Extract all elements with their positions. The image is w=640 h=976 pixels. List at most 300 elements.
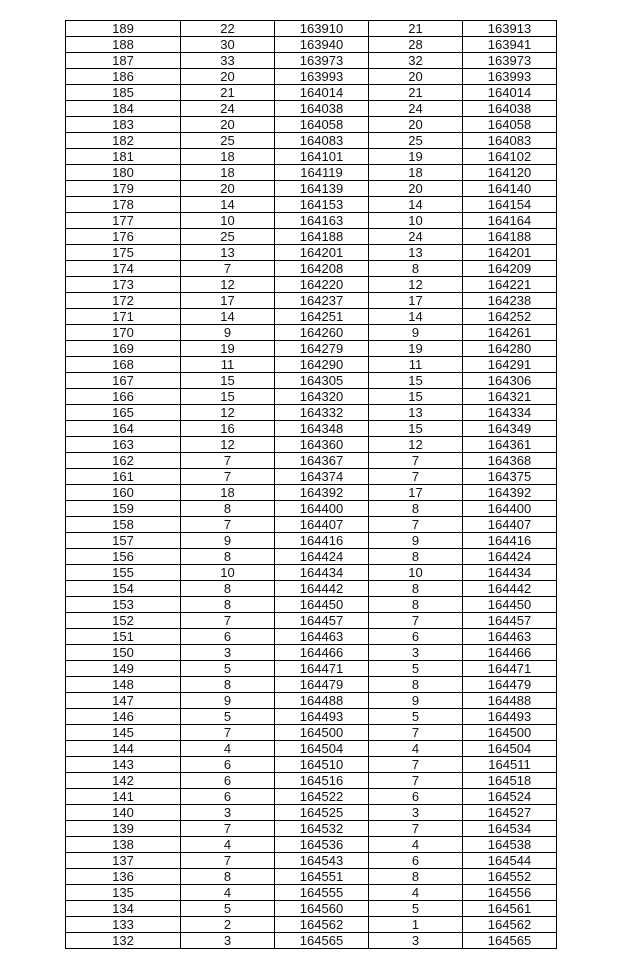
score-cell: 186 — [66, 69, 181, 85]
table-row — [66, 917, 557, 933]
count-cell-b: 21 — [369, 21, 463, 37]
count-cell-b: 28 — [369, 37, 463, 53]
cumulative-cell: 164101 — [275, 149, 369, 165]
cumulative-cell: 164565 — [275, 933, 369, 949]
count-cell-b: 5 — [369, 661, 463, 677]
score-cell: 132 — [66, 933, 181, 949]
count-cell-b: 7 — [369, 517, 463, 533]
table-row — [66, 261, 557, 277]
count-cell: 8 — [181, 677, 275, 693]
cumulative-cell-b: 164321 — [463, 389, 557, 405]
count-cell: 6 — [181, 629, 275, 645]
score-cell: 181 — [66, 149, 181, 165]
count-cell: 6 — [181, 773, 275, 789]
cumulative-cell: 164332 — [275, 405, 369, 421]
score-cell: 133 — [66, 917, 181, 933]
score-cell: 164 — [66, 421, 181, 437]
cumulative-cell: 164510 — [275, 757, 369, 773]
cumulative-cell: 164471 — [275, 661, 369, 677]
count-cell: 4 — [181, 837, 275, 853]
cumulative-cell-b: 163913 — [463, 21, 557, 37]
count-cell: 18 — [181, 485, 275, 501]
table-row — [66, 645, 557, 661]
cumulative-cell-b: 164291 — [463, 357, 557, 373]
count-cell: 20 — [181, 117, 275, 133]
cumulative-cell: 164424 — [275, 549, 369, 565]
count-cell: 10 — [181, 565, 275, 581]
count-cell: 9 — [181, 325, 275, 341]
count-cell-b: 19 — [369, 341, 463, 357]
score-cell: 160 — [66, 485, 181, 501]
table-row — [66, 869, 557, 885]
count-cell-b: 7 — [369, 453, 463, 469]
count-cell: 8 — [181, 597, 275, 613]
score-cell: 159 — [66, 501, 181, 517]
cumulative-cell: 164360 — [275, 437, 369, 453]
count-cell-b: 7 — [369, 725, 463, 741]
count-cell: 16 — [181, 421, 275, 437]
cumulative-cell: 164119 — [275, 165, 369, 181]
cumulative-cell: 164139 — [275, 181, 369, 197]
count-cell-b: 7 — [369, 757, 463, 773]
table-row — [66, 277, 557, 293]
cumulative-cell-b: 164534 — [463, 821, 557, 837]
cumulative-cell: 164208 — [275, 261, 369, 277]
table-row — [66, 389, 557, 405]
cumulative-cell-b: 164221 — [463, 277, 557, 293]
cumulative-cell-b: 164238 — [463, 293, 557, 309]
cumulative-cell: 164555 — [275, 885, 369, 901]
cumulative-cell-b: 164562 — [463, 917, 557, 933]
table-row — [66, 789, 557, 805]
score-cell: 167 — [66, 373, 181, 389]
table-row — [66, 853, 557, 869]
table-row — [66, 37, 557, 53]
count-cell: 8 — [181, 869, 275, 885]
table-row — [66, 357, 557, 373]
count-cell-b: 20 — [369, 117, 463, 133]
count-cell: 20 — [181, 69, 275, 85]
score-cell: 174 — [66, 261, 181, 277]
count-cell-b: 12 — [369, 437, 463, 453]
count-cell: 10 — [181, 213, 275, 229]
cumulative-cell-b: 164102 — [463, 149, 557, 165]
cumulative-cell: 164400 — [275, 501, 369, 517]
score-cell: 156 — [66, 549, 181, 565]
count-cell: 15 — [181, 389, 275, 405]
cumulative-cell: 164290 — [275, 357, 369, 373]
count-cell: 7 — [181, 821, 275, 837]
score-cell: 154 — [66, 581, 181, 597]
cumulative-cell: 164551 — [275, 869, 369, 885]
count-cell: 30 — [181, 37, 275, 53]
table-row — [66, 757, 557, 773]
cumulative-cell: 164434 — [275, 565, 369, 581]
cumulative-cell-b: 164368 — [463, 453, 557, 469]
count-cell: 25 — [181, 229, 275, 245]
score-cell: 139 — [66, 821, 181, 837]
cumulative-cell-b: 164154 — [463, 197, 557, 213]
count-cell: 7 — [181, 517, 275, 533]
table-row — [66, 773, 557, 789]
score-cell: 157 — [66, 533, 181, 549]
count-cell-b: 7 — [369, 773, 463, 789]
cumulative-cell: 164463 — [275, 629, 369, 645]
score-cell: 149 — [66, 661, 181, 677]
score-cell: 138 — [66, 837, 181, 853]
score-cell: 136 — [66, 869, 181, 885]
cumulative-cell: 164083 — [275, 133, 369, 149]
cumulative-cell-b: 164392 — [463, 485, 557, 501]
cumulative-cell: 164536 — [275, 837, 369, 853]
table-row — [66, 373, 557, 389]
score-cell: 144 — [66, 741, 181, 757]
table-row — [66, 341, 557, 357]
score-table-body — [66, 21, 557, 949]
table-row — [66, 437, 557, 453]
table-row — [66, 181, 557, 197]
table-row — [66, 245, 557, 261]
table-row — [66, 405, 557, 421]
table-row — [66, 549, 557, 565]
count-cell-b: 9 — [369, 325, 463, 341]
score-cell: 175 — [66, 245, 181, 261]
cumulative-cell-b: 164457 — [463, 613, 557, 629]
count-cell-b: 17 — [369, 293, 463, 309]
count-cell-b: 8 — [369, 581, 463, 597]
cumulative-cell-b: 164201 — [463, 245, 557, 261]
table-row — [66, 101, 557, 117]
count-cell: 7 — [181, 469, 275, 485]
cumulative-cell: 164279 — [275, 341, 369, 357]
count-cell: 8 — [181, 549, 275, 565]
count-cell-b: 10 — [369, 565, 463, 581]
score-cell: 142 — [66, 773, 181, 789]
table-row — [66, 197, 557, 213]
cumulative-cell-b: 164400 — [463, 501, 557, 517]
count-cell-b: 4 — [369, 741, 463, 757]
cumulative-cell-b: 164518 — [463, 773, 557, 789]
cumulative-cell: 164038 — [275, 101, 369, 117]
cumulative-cell-b: 164463 — [463, 629, 557, 645]
cumulative-cell-b: 164434 — [463, 565, 557, 581]
count-cell: 14 — [181, 197, 275, 213]
count-cell: 7 — [181, 613, 275, 629]
table-row — [66, 837, 557, 853]
count-cell: 5 — [181, 901, 275, 917]
count-cell-b: 8 — [369, 501, 463, 517]
count-cell: 9 — [181, 533, 275, 549]
count-cell: 6 — [181, 757, 275, 773]
cumulative-cell-b: 164416 — [463, 533, 557, 549]
score-table — [65, 20, 557, 949]
cumulative-cell: 164407 — [275, 517, 369, 533]
cumulative-cell-b: 164466 — [463, 645, 557, 661]
table-row — [66, 149, 557, 165]
cumulative-cell-b: 164349 — [463, 421, 557, 437]
cumulative-cell-b: 163993 — [463, 69, 557, 85]
table-row — [66, 741, 557, 757]
cumulative-cell-b: 164361 — [463, 437, 557, 453]
count-cell: 9 — [181, 693, 275, 709]
cumulative-cell-b: 164334 — [463, 405, 557, 421]
table-row — [66, 21, 557, 37]
cumulative-cell: 164450 — [275, 597, 369, 613]
cumulative-cell-b: 164424 — [463, 549, 557, 565]
table-row — [66, 213, 557, 229]
table-row — [66, 613, 557, 629]
table-row — [66, 85, 557, 101]
count-cell-b: 24 — [369, 229, 463, 245]
count-cell: 2 — [181, 917, 275, 933]
table-row — [66, 485, 557, 501]
score-cell: 169 — [66, 341, 181, 357]
count-cell-b: 4 — [369, 837, 463, 853]
score-cell: 135 — [66, 885, 181, 901]
cumulative-cell-b: 164058 — [463, 117, 557, 133]
cumulative-cell: 164500 — [275, 725, 369, 741]
table-row — [66, 565, 557, 581]
table-row — [66, 933, 557, 949]
count-cell: 15 — [181, 373, 275, 389]
count-cell: 7 — [181, 261, 275, 277]
cumulative-cell-b: 164500 — [463, 725, 557, 741]
count-cell: 5 — [181, 709, 275, 725]
score-cell: 182 — [66, 133, 181, 149]
count-cell-b: 1 — [369, 917, 463, 933]
table-row — [66, 325, 557, 341]
count-cell: 7 — [181, 453, 275, 469]
count-cell-b: 14 — [369, 197, 463, 213]
score-cell: 137 — [66, 853, 181, 869]
table-row — [66, 821, 557, 837]
score-cell: 179 — [66, 181, 181, 197]
count-cell-b: 7 — [369, 613, 463, 629]
cumulative-cell: 164488 — [275, 693, 369, 709]
table-row — [66, 117, 557, 133]
count-cell-b: 3 — [369, 933, 463, 949]
cumulative-cell: 163993 — [275, 69, 369, 85]
cumulative-cell: 164504 — [275, 741, 369, 757]
table-row — [66, 69, 557, 85]
count-cell-b: 32 — [369, 53, 463, 69]
score-cell: 162 — [66, 453, 181, 469]
score-cell: 170 — [66, 325, 181, 341]
count-cell-b: 5 — [369, 709, 463, 725]
cumulative-cell: 164220 — [275, 277, 369, 293]
count-cell-b: 19 — [369, 149, 463, 165]
cumulative-cell-b: 163941 — [463, 37, 557, 53]
cumulative-cell-b: 164544 — [463, 853, 557, 869]
cumulative-cell-b: 164188 — [463, 229, 557, 245]
cumulative-cell: 164543 — [275, 853, 369, 869]
table-row — [66, 133, 557, 149]
cumulative-cell-b: 164280 — [463, 341, 557, 357]
count-cell: 18 — [181, 149, 275, 165]
table-row — [66, 309, 557, 325]
score-cell: 134 — [66, 901, 181, 917]
count-cell-b: 12 — [369, 277, 463, 293]
score-cell: 163 — [66, 437, 181, 453]
cumulative-cell-b: 164504 — [463, 741, 557, 757]
cumulative-cell: 164562 — [275, 917, 369, 933]
count-cell: 33 — [181, 53, 275, 69]
cumulative-cell-b: 164471 — [463, 661, 557, 677]
count-cell: 22 — [181, 21, 275, 37]
count-cell-b: 9 — [369, 693, 463, 709]
count-cell-b: 15 — [369, 421, 463, 437]
count-cell-b: 20 — [369, 181, 463, 197]
count-cell-b: 15 — [369, 389, 463, 405]
table-row — [66, 709, 557, 725]
count-cell-b: 17 — [369, 485, 463, 501]
cumulative-cell: 164516 — [275, 773, 369, 789]
count-cell: 5 — [181, 661, 275, 677]
cumulative-cell: 164058 — [275, 117, 369, 133]
cumulative-cell: 164532 — [275, 821, 369, 837]
cumulative-cell-b: 164450 — [463, 597, 557, 613]
count-cell: 20 — [181, 181, 275, 197]
table-row — [66, 677, 557, 693]
count-cell: 24 — [181, 101, 275, 117]
table-row — [66, 469, 557, 485]
cumulative-cell-b: 164488 — [463, 693, 557, 709]
count-cell-b: 4 — [369, 885, 463, 901]
count-cell-b: 14 — [369, 309, 463, 325]
cumulative-cell: 164479 — [275, 677, 369, 693]
score-cell: 188 — [66, 37, 181, 53]
count-cell: 4 — [181, 741, 275, 757]
score-cell: 147 — [66, 693, 181, 709]
cumulative-cell: 164251 — [275, 309, 369, 325]
cumulative-cell: 164525 — [275, 805, 369, 821]
count-cell-b: 5 — [369, 901, 463, 917]
score-cell: 152 — [66, 613, 181, 629]
cumulative-cell: 164416 — [275, 533, 369, 549]
count-cell: 3 — [181, 645, 275, 661]
count-cell: 3 — [181, 933, 275, 949]
count-cell: 8 — [181, 581, 275, 597]
count-cell-b: 24 — [369, 101, 463, 117]
count-cell-b: 11 — [369, 357, 463, 373]
score-cell: 145 — [66, 725, 181, 741]
cumulative-cell: 164367 — [275, 453, 369, 469]
score-cell: 161 — [66, 469, 181, 485]
score-cell: 184 — [66, 101, 181, 117]
score-cell: 178 — [66, 197, 181, 213]
count-cell-b: 6 — [369, 853, 463, 869]
cumulative-cell: 164560 — [275, 901, 369, 917]
cumulative-cell-b: 164479 — [463, 677, 557, 693]
score-cell: 140 — [66, 805, 181, 821]
count-cell: 8 — [181, 501, 275, 517]
cumulative-cell: 164522 — [275, 789, 369, 805]
cumulative-cell: 164493 — [275, 709, 369, 725]
table-row — [66, 693, 557, 709]
count-cell-b: 8 — [369, 597, 463, 613]
count-cell: 7 — [181, 725, 275, 741]
cumulative-cell-b: 164552 — [463, 869, 557, 885]
score-cell: 185 — [66, 85, 181, 101]
count-cell-b: 15 — [369, 373, 463, 389]
score-cell: 151 — [66, 629, 181, 645]
cumulative-cell: 164320 — [275, 389, 369, 405]
score-cell: 168 — [66, 357, 181, 373]
score-cell: 143 — [66, 757, 181, 773]
count-cell-b: 8 — [369, 677, 463, 693]
cumulative-cell-b: 164565 — [463, 933, 557, 949]
count-cell-b: 25 — [369, 133, 463, 149]
score-cell: 171 — [66, 309, 181, 325]
count-cell-b: 13 — [369, 405, 463, 421]
cumulative-cell-b: 164511 — [463, 757, 557, 773]
table-row — [66, 501, 557, 517]
cumulative-cell: 164153 — [275, 197, 369, 213]
score-cell: 189 — [66, 21, 181, 37]
cumulative-cell: 164163 — [275, 213, 369, 229]
score-cell: 183 — [66, 117, 181, 133]
cumulative-cell-b: 164561 — [463, 901, 557, 917]
count-cell-b: 3 — [369, 805, 463, 821]
table-row — [66, 517, 557, 533]
count-cell: 21 — [181, 85, 275, 101]
cumulative-cell-b: 164524 — [463, 789, 557, 805]
cumulative-cell: 164201 — [275, 245, 369, 261]
cumulative-cell: 164466 — [275, 645, 369, 661]
table-row — [66, 581, 557, 597]
count-cell-b: 6 — [369, 789, 463, 805]
cumulative-cell: 163940 — [275, 37, 369, 53]
cumulative-cell-b: 164014 — [463, 85, 557, 101]
cumulative-cell-b: 164493 — [463, 709, 557, 725]
score-cell: 155 — [66, 565, 181, 581]
table-row — [66, 901, 557, 917]
cumulative-cell: 164348 — [275, 421, 369, 437]
cumulative-cell: 163973 — [275, 53, 369, 69]
count-cell-b: 7 — [369, 821, 463, 837]
count-cell-b: 10 — [369, 213, 463, 229]
count-cell: 7 — [181, 853, 275, 869]
table-row — [66, 597, 557, 613]
count-cell: 19 — [181, 341, 275, 357]
count-cell: 3 — [181, 805, 275, 821]
cumulative-cell: 164442 — [275, 581, 369, 597]
count-cell-b: 6 — [369, 629, 463, 645]
count-cell: 12 — [181, 405, 275, 421]
count-cell: 6 — [181, 789, 275, 805]
cumulative-cell: 164188 — [275, 229, 369, 245]
score-cell: 150 — [66, 645, 181, 661]
cumulative-cell-b: 164140 — [463, 181, 557, 197]
cumulative-cell-b: 164407 — [463, 517, 557, 533]
count-cell-b: 18 — [369, 165, 463, 181]
cumulative-cell: 164392 — [275, 485, 369, 501]
count-cell-b: 7 — [369, 469, 463, 485]
score-cell: 153 — [66, 597, 181, 613]
score-cell: 166 — [66, 389, 181, 405]
count-cell-b: 8 — [369, 869, 463, 885]
count-cell-b: 3 — [369, 645, 463, 661]
table-row — [66, 453, 557, 469]
score-cell: 146 — [66, 709, 181, 725]
table-row — [66, 421, 557, 437]
count-cell: 25 — [181, 133, 275, 149]
cumulative-cell-b: 163973 — [463, 53, 557, 69]
count-cell-b: 21 — [369, 85, 463, 101]
cumulative-cell-b: 164527 — [463, 805, 557, 821]
cumulative-cell-b: 164083 — [463, 133, 557, 149]
score-cell: 148 — [66, 677, 181, 693]
